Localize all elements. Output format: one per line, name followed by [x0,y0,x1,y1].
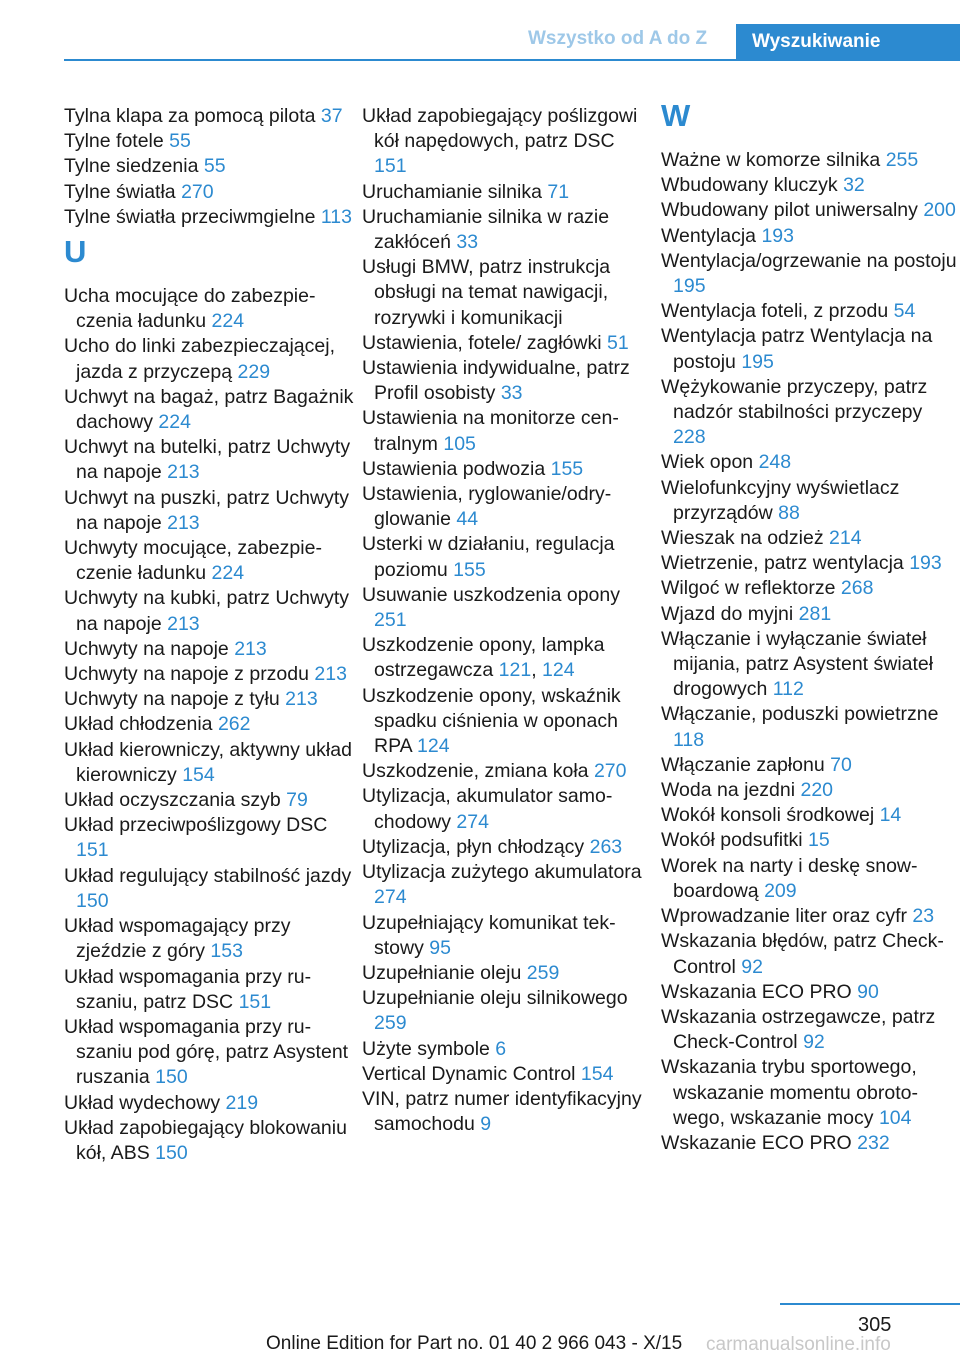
entry-text: Tylne światła [64,180,176,203]
entry-text: Usuwanie uszkodzenia opony [362,583,620,606]
index-entry [661,249,957,299]
entry-text: Wokół podsufitki [661,829,803,852]
entry-text: Uruchamianie silnika [362,180,542,203]
page-link[interactable]: 155 [550,457,584,480]
page-link[interactable]: 274 [374,886,407,909]
index-entry [661,1131,957,1156]
entry-text: Układ przeciwpoślizgowy DSC [64,814,328,837]
index-entry [362,860,652,910]
entry-text: Wskazania ECO PRO [661,980,852,1003]
entry-text: Woda na jezdni [661,779,796,802]
page-link[interactable]: 229 [237,360,271,383]
entry-text: Włączanie i wyłączanie świateł mijania, patrz Asystent świateł drogowych [661,627,934,701]
entry-text: Tylne siedzenia [64,155,199,178]
entry-text: Uchwyty mocujące, zabezpieczenie ładunku [64,537,322,585]
page-link[interactable]: 224 [158,411,191,434]
entry-text: Wietrzenie, patrz wentylacja [661,552,904,575]
edition-note: Online Edition for Part no. 01 40 2 966 043 - X/15 [266,1333,683,1354]
entry-text: Wskazania trybu sportowego, wskazanie momentu obrotowego, wskazanie mocy [661,1056,918,1129]
entry-text: Tylne światła przeciwmgielne [64,205,316,228]
page-link[interactable]: 32 [843,174,865,197]
index-entry [64,712,354,737]
entry-text: Włączanie zapłonu [661,753,825,776]
index-entry [64,1116,354,1166]
page-link[interactable]: 214 [829,527,862,550]
index-entry [64,1091,354,1116]
page-number: 305 [858,1314,892,1336]
page-link[interactable]: 23 [912,905,935,928]
entry-text: Wielofunkcyjny wyświetlacz przyrządów [661,476,900,524]
page-link[interactable]: 213 [314,663,347,686]
entry-text: Uzupełniający komunikat tekstowy [362,911,616,959]
index-entry [362,356,652,406]
page-link[interactable]: 151 [374,155,407,178]
index-entry [661,299,957,324]
page-link[interactable]: 151 [76,839,109,862]
entry-text: Wskazania ostrzegawcze, patrz Check-Control [661,1005,936,1054]
entry-text: Układ kierowniczy, aktywny układ kierowniczy [64,738,352,786]
index-entry [64,586,354,636]
entry-text: Wjazd do myjni [661,602,794,625]
index-entry [661,576,957,601]
entry-text: Ucha mocujące do zabezpieczenia ładunku [64,285,316,333]
entry-text: Ucho do linki zabezpieczającej, jazda z przyczepą [64,335,335,383]
section-letter: U [64,234,87,270]
index-entry [661,551,957,576]
entry-text: Wokół konsoli środkowej [661,804,875,827]
header-divider [64,59,960,61]
page-link[interactable]: 71 [547,180,570,203]
page-link[interactable]: 193 [909,552,942,575]
entry-text: Układ wspomagania przy ruszaniu pod górę, patrz Asystent ruszania [64,1015,349,1089]
index-entry [362,911,652,961]
entry-text: Ustawienia, ryglowanie/odryglowanie [362,483,612,531]
index-column-3 [661,98,957,1156]
page-link[interactable]: 118 [673,728,705,751]
entry-text: Ustawienia podwozia [362,457,546,480]
index-entry [661,904,957,929]
entry-text: Wbudowany pilot uniwersalny [661,199,918,222]
index-entry [64,180,354,205]
entry-text: Wilgoć w reflektorze [661,577,836,600]
entry-text: Wentylacja [661,224,757,247]
index-entry [661,602,957,627]
index-entry [362,180,652,205]
footer-divider [780,1303,960,1305]
entry-text: Ustawienia na monitorze centralnym [362,407,619,455]
page-link[interactable]: 151 [238,990,272,1013]
entry-text: Wieszak na odzież [661,527,824,550]
entry-text: Układ zapobiegający blokowaniu kół, ABS [64,1116,347,1164]
index-entry [64,385,354,435]
page-link[interactable]: 195 [673,275,706,298]
entry-text: Uszkodzenie, zmiana koła [362,760,589,783]
index-entry [64,813,354,863]
page-link[interactable]: 95 [429,936,451,959]
index-entry [661,198,957,223]
page-link[interactable]: 154 [182,763,215,786]
entry-text: Układ oczyszczania szyb [64,789,281,812]
page-link[interactable]: 213 [234,637,267,660]
entry-text: Wprowadzanie liter oraz cyfr [661,905,907,928]
index-entry [362,986,652,1036]
index-entry [362,961,652,986]
page-link[interactable]: 154 [580,1062,614,1085]
entry-text: Układ wspomagający przy zjeździe z góry [64,915,291,963]
entry-text: Wskazania błędów, patrz Check-Control [661,930,944,978]
page-link[interactable]: 150 [155,1066,188,1089]
entry-text: Uchwyty na napoje z przodu [64,663,309,686]
entry-text: Uchwyty na napoje z tyłu [64,688,280,711]
index-entry [661,324,957,374]
entry-text: Użyte symbole [362,1037,490,1060]
index-entry [64,738,354,788]
index-entry [64,129,354,154]
index-entry [661,778,957,803]
entry-text: Ustawienia, fotele/ zagłówki [362,331,602,354]
page-link[interactable]: 33 [456,231,479,254]
search-tab[interactable]: Wyszukiwanie [736,24,960,60]
entry-text: Wbudowany kluczyk [661,174,838,197]
entry-text: Ustawienia indywidualne, patrz Profil osobisty [362,357,630,405]
index-entry [362,1087,652,1137]
index-column-2 [362,104,652,1137]
entry-text: VIN, patrz numer identyfikacyjny samochodu [362,1087,642,1136]
entry-text: Usługi BMW, patrz instrukcja obsługi na temat nawigacji, rozrywki i komunikacji [362,256,611,329]
page-header [0,0,960,62]
page-link[interactable]: 9 [480,1113,492,1136]
page-link[interactable]: 200 [923,199,956,222]
index-entry [64,205,354,230]
page-link[interactable]: 92 [803,1031,825,1054]
index-entry [362,759,652,784]
index-entry [661,980,957,1005]
entry-text: Uszkodzenie opony, lampka ostrzegawcza [362,634,605,682]
index-entry [64,154,354,179]
index-entry [661,929,957,979]
page-link[interactable]: 281 [798,602,832,625]
entry-text: Uzupełnianie oleju silnikowego [362,987,628,1010]
index-entry [64,687,354,712]
index-entry [661,173,957,198]
page-link[interactable]: 251 [374,609,407,632]
index-entry [64,536,354,586]
index-entry [362,406,652,456]
page-link[interactable]: 153 [210,940,243,963]
page-link[interactable]: 248 [758,451,792,474]
entry-text: Układ wspomagania przy ruszaniu, patrz DSC [64,965,312,1013]
page-link[interactable]: 228 [673,426,706,449]
entry-text: Utylizacja, płyn chłodzący [362,835,585,858]
index-entry: Uszkodzenie opony, lampka ostrzegawcza 121, 124 [362,634,605,682]
index-entry [64,788,354,813]
index-entry [661,702,957,752]
index-entry [362,104,652,180]
index-entry [362,331,652,356]
page-link[interactable]: 193 [761,224,794,247]
index-column-1 [64,104,354,1166]
index-entry [64,104,354,129]
index-entry [661,753,957,778]
page-link[interactable]: 15 [808,829,830,852]
index-entry [661,476,957,526]
page-link[interactable]: 195 [741,350,774,373]
page-link[interactable]: 150 [155,1141,188,1164]
index-entry [64,965,354,1015]
entry-text: Układ regulujący stabilność jazdy [64,864,352,887]
entry-text: Ważne w komorze silnika [661,149,881,171]
page-link[interactable]: 219 [225,1091,259,1114]
page-link[interactable]: 54 [893,300,916,323]
page-link[interactable]: 150 [76,889,109,912]
page-link[interactable]: 92 [741,955,763,978]
page-link[interactable]: 255 [885,149,919,171]
page-link[interactable]: 113 [320,205,352,228]
index-entry [64,435,354,485]
index-entry [64,864,354,914]
page-link[interactable]: 270 [181,180,214,203]
entry-text: Wskazanie ECO PRO [661,1131,852,1154]
entry-text: Włączanie, poduszki powietrzne [661,703,939,726]
entry-text: Vertical Dynamic Control [362,1062,576,1085]
watermark: carmanualsonline.info [706,1334,891,1355]
index-entry [661,224,957,249]
page-link[interactable]: 70 [830,753,852,776]
index-entry [64,284,354,334]
index-entry [64,662,354,687]
page-link[interactable]: 224 [211,562,245,585]
entry-text: Utylizacja, akumulator samochodowy [362,785,613,833]
page-link[interactable]: 104 [878,1106,912,1129]
entry-text: Tylne fotele [64,130,164,153]
page-link[interactable]: 124 [417,735,450,758]
page-link[interactable]: 263 [589,835,623,858]
index-entry [362,482,652,532]
index-entry [661,627,957,703]
page-link[interactable]: 259 [526,961,560,984]
page-link[interactable]: 33 [500,382,523,405]
index-entry [661,1055,957,1131]
page-link[interactable]: 209 [764,879,797,902]
page-link[interactable]: 14 [879,804,902,827]
index-entry [362,784,652,834]
entry-text: Uchwyt na butelki, patrz Uchwyty na napoje [64,436,351,484]
page-link[interactable]: 105 [443,432,476,455]
entry-text: Uchwyty na napoje [64,637,229,660]
entry-text: Worek na narty i deskę snowboardową [661,854,918,902]
page-link[interactable]: 232 [857,1131,890,1154]
page-link[interactable]: 213 [285,688,318,711]
index-entry [362,255,652,331]
index-entry [661,450,957,475]
index-entry [64,334,354,384]
page-link[interactable]: 213 [167,612,200,635]
index-entry [362,205,652,255]
page-link[interactable]: 88 [778,501,800,524]
page-link[interactable]: 268 [840,577,874,600]
page-link[interactable]: 262 [217,713,251,736]
page-link[interactable]: 55 [169,130,191,153]
entry-text: Tylna klapa za pomocą pilota [64,105,316,127]
entry-text: Wiek opon [661,451,754,474]
entry-text: Wentylacja patrz Wentylacja na postoju [661,325,933,373]
page-link[interactable]: 112 [772,678,804,701]
index-entry [64,637,354,662]
index-entry [362,684,652,760]
entry-text: Uchwyty na kubki, patrz Uchwyty na napoje [64,587,350,635]
index-entry [362,835,652,860]
index-entry [661,1005,957,1055]
page-link[interactable]: 213 [167,461,200,484]
entry-text: Uzupełnianie oleju [362,961,522,984]
index-entry [661,375,957,451]
entry-text: Uchwyt na puszki, patrz Uchwyty na napoje [64,486,350,534]
index-entry [661,148,957,173]
index-entry [661,828,957,853]
index-entry [362,1037,652,1062]
page-link[interactable]: 90 [857,980,879,1003]
entry-text: Uruchamianie silnika w razie zakłóceń [362,205,610,254]
page-link[interactable]: 37 [320,105,343,127]
section-title[interactable]: Wszystko od A do Z [528,28,708,49]
page-link[interactable]: 259 [374,1012,407,1035]
index-entry [362,532,652,582]
page-link[interactable]: 6 [495,1037,507,1060]
index-entry [362,583,652,633]
entry-text: Utylizacja zużytego akumulatora [362,861,642,884]
index-entry [362,457,652,482]
index-entry [362,1062,652,1087]
entry-text: Wężykowanie przyczepy, patrz nadzór stabilności przyczepy [661,375,928,424]
index-entry [64,914,354,964]
page-link[interactable]: 213 [167,511,200,534]
index-entry [64,486,354,536]
page-link[interactable]: 224 [211,310,245,333]
index-entry [661,803,957,828]
page-link[interactable]: 51 [606,331,629,354]
entry-text: Układ chłodzenia [64,713,213,736]
index-entry [661,854,957,904]
index-entry [661,526,957,551]
entry-text: Wentylacja foteli, z przodu [661,300,889,323]
entry-text: Układ zapobiegający poślizgowi kół napędowych, patrz DSC [362,105,638,153]
page-link[interactable]: 220 [800,779,834,802]
page-link[interactable]: 79 [286,789,308,812]
section-letter: W [661,98,691,133]
entry-text: Układ wydechowy [64,1091,221,1114]
page-link[interactable]: 44 [456,508,479,531]
page-link[interactable]: 274 [456,810,489,833]
index-entry [64,1015,354,1091]
page-link[interactable]: 270 [593,760,627,783]
entry-text: Uchwyt na bagaż, patrz Bagażnik dachowy [64,385,354,434]
entry-text: Usterki w działaniu, regulacja poziomu [362,533,615,581]
page-link[interactable]: 55 [203,155,226,178]
entry-text: Wentylacja/ogrzewanie na postoju [661,249,957,272]
entry-text: Uszkodzenie opony, wskaźnik spadku ciśnienia w oponach RPA [362,684,621,758]
page-link[interactable]: 155 [453,558,486,581]
page-link[interactable]: 124 [542,659,575,682]
page-link[interactable]: 121 [498,659,532,682]
